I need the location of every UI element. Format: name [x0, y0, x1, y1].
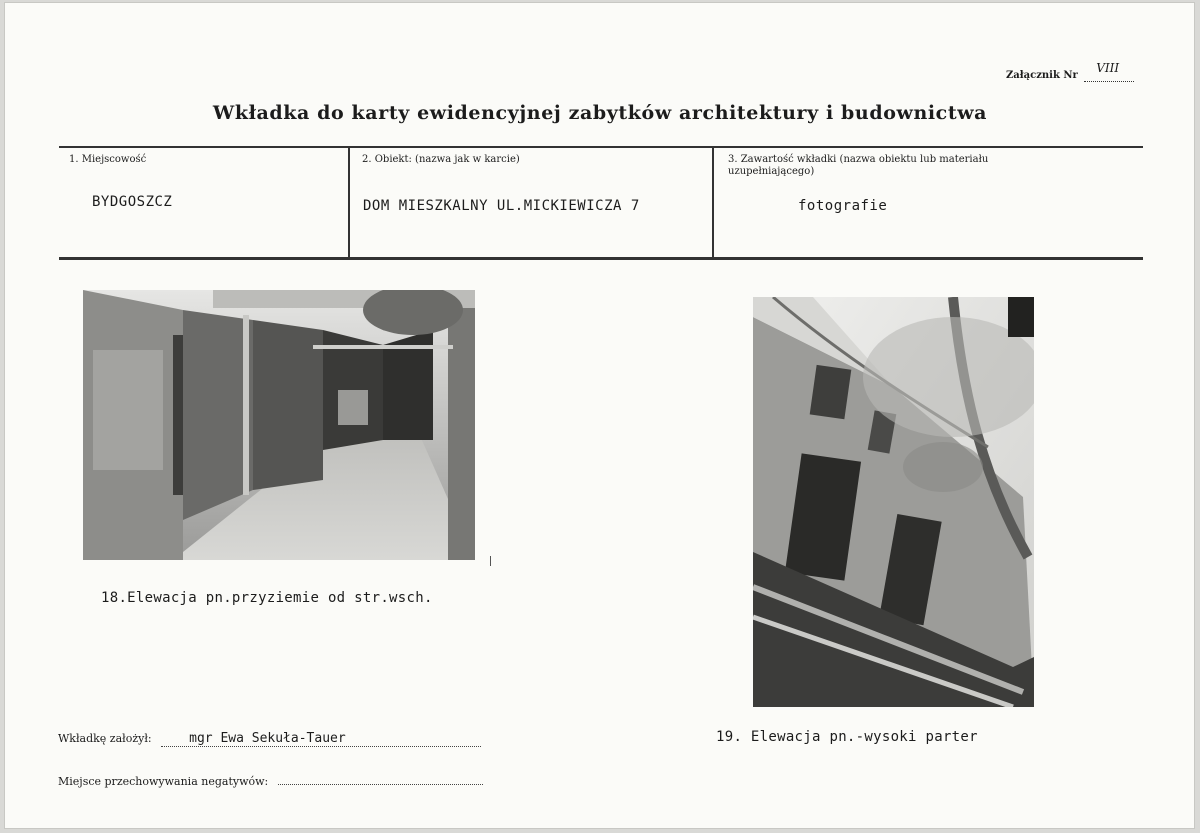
place-label: 1. Miejscowość — [69, 154, 147, 165]
field-divider-2 — [712, 147, 714, 258]
negatives-location-value — [278, 773, 483, 785]
header-rule-top — [59, 146, 1143, 148]
object-label: 2. Obiekt: (nazwa jak w karcie) — [362, 154, 520, 165]
photo-18-caption: 18.Elewacja pn.przyziemie od str.wsch. — [101, 590, 433, 606]
contents-value: fotografie — [798, 198, 888, 214]
photo-facade-elevation — [753, 297, 1034, 707]
header-rule-bottom — [59, 257, 1143, 260]
created-by-label: Wkładkę założył: — [58, 732, 152, 745]
photo-facade-elevation-image — [753, 297, 1034, 707]
created-by-value: mgr Ewa Sekuła-Tauer — [161, 731, 481, 747]
object-value: DOM MIESZKALNY UL.MICKIEWICZA 7 — [363, 198, 640, 214]
created-by-line — [58, 731, 481, 747]
photo-courtyard-passage-image — [83, 290, 475, 560]
annex-number-field — [1084, 61, 1134, 82]
photo-courtyard-passage — [83, 290, 475, 560]
annex-label: Załącznik Nr — [1006, 70, 1078, 81]
annex-number-value: VIII — [1096, 61, 1120, 75]
annex-number — [1006, 61, 1134, 82]
place-value: BYDGOSZCZ — [92, 194, 173, 210]
photo-19-caption: 19. Elewacja pn.-wysoki parter — [716, 729, 978, 745]
form-title: Wkładka do karty ewidencyjnej zabytków architektury i budownictwa — [212, 102, 988, 124]
negatives-location-line — [58, 773, 483, 788]
contents-label: 3. Zawartość wkładki (nazwa obiektu lub materiału uzupełniającego) — [728, 154, 989, 177]
field-divider-1 — [348, 147, 350, 258]
photo-mark — [490, 556, 491, 566]
negatives-location-label: Miejsce przechowywania negatywów: — [58, 775, 269, 788]
